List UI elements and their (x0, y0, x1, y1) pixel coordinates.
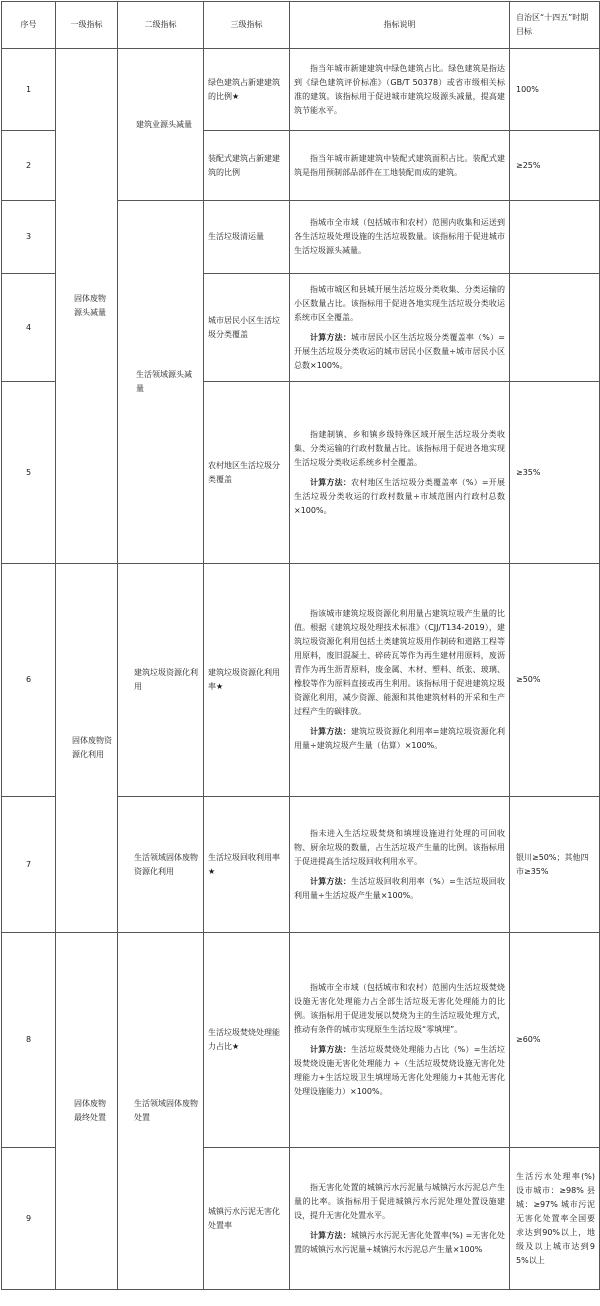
description-text: 指无害化处置的城镇污水污泥量与城镇污水污泥总产生量的比率。该指标用于促进城镇污水污泥处理处置设施建设，提升无害化处置水平。 (294, 1182, 505, 1220)
row-seq: 2 (2, 131, 56, 201)
level3-label: 生活垃圾清运量 (204, 201, 290, 274)
calc-label: 计算方法： (310, 727, 351, 736)
level3-label: 城市居民小区生活垃圾分类覆盖 (204, 274, 290, 382)
calc-method (294, 1043, 505, 1099)
calc-text: 建筑垃圾资源化利用率=建筑垃圾资源化利用量÷建筑垃圾产生量（估算）×100%。 (294, 727, 506, 750)
description-text: 指未进入生活垃圾焚烧和填埋设施进行处理的可回收物、厨余垃圾的数量，占生活垃圾产生量的比例。该指标用于促进提高生活垃圾回收利用水平。 (294, 828, 505, 866)
target-cell (510, 201, 600, 274)
row-seq: 5 (2, 382, 56, 564)
description-text: 指该城市建筑垃圾资源化利用量占建筑垃圾产生量的比值。根据《建筑垃圾处理技术标准》（CJJ/T134-2019），建筑垃圾资源化利用包括土类建筑垃圾用作制砖和道路工程等用原料，废旧混凝土、碎砖瓦等作为再生建材用原料，废沥青作为再生沥青原料，废金属、木材、塑料、纸张、玻璃、橡胶等作为原料直接或再生利用。该指标用于促进建筑垃圾资源化利用，减少资源、能源和其他建筑材料的开采和生产过程产生的碳排放。 (294, 609, 505, 716)
calc-text: 生活垃圾焚烧处理能力占比（%）=生活垃圾焚烧设施无害化处理能力 ÷（生活垃圾焚烧设施无害化处理能力+生活垃圾卫生填埋场无害化处理能力+其他无害化处理设施能力）×100%。 (294, 1045, 506, 1096)
level3-label: 城镇污水污泥无害化处置率 (204, 1148, 290, 1290)
calc-method (294, 331, 505, 373)
calc-text: 城市居民小区生活垃圾分类覆盖率（%）=开展生活垃圾分类收运的城市居民小区数量÷城市居民小区总数×100%。 (294, 332, 506, 370)
level3-label: 装配式建筑占新建建筑的比例 (204, 131, 290, 201)
calc-label: 计算方法： (310, 332, 352, 342)
target-cell: ≥35% (510, 382, 600, 564)
target-cell: 生活污水处理率(%) 设市城市：≥98% 县城：≥97% 城市污泥无害化处置率全国要求达到90%以上，地级及以上城市达到95%以上 (510, 1148, 600, 1290)
row-seq: 7 (2, 797, 56, 933)
header-target: 自治区“十四五”时期目标 (510, 2, 600, 49)
description-cell (290, 274, 510, 382)
description-cell (290, 382, 510, 564)
target-cell (510, 274, 600, 382)
target-cell: 银川≥50%；其他四市≥35% (510, 797, 600, 933)
header-seq: 序号 (2, 2, 56, 49)
description-cell (290, 564, 510, 797)
level3-label: 农村地区生活垃圾分类覆盖 (204, 382, 290, 564)
header-level3: 三级指标 (204, 2, 290, 49)
level2-life-source: 生活领域源头减量 (118, 201, 204, 564)
table-row (2, 49, 600, 131)
indicator-table (1, 1, 600, 1290)
description-cell (290, 933, 510, 1148)
calc-label: 计算方法： (310, 1230, 351, 1240)
row-seq: 9 (2, 1148, 56, 1290)
description-text: 指当年城市新建建筑中装配式建筑面积占比。装配式建筑是指用预制部品部件在工地装配而成的建筑。 (294, 153, 505, 177)
calc-label: 计算方法： (310, 477, 352, 487)
level1-resource: 固体废物资源化利用 (56, 564, 118, 933)
level3-label: 生活垃圾回收利用率★ (204, 797, 290, 933)
row-seq: 4 (2, 274, 56, 382)
description-text: 指城市全市域（包括城市和农村）范围内收集和运送到各生活垃圾处理设施的生活垃圾数量。该指标用于促进城市生活垃圾源头减量。 (294, 218, 505, 255)
calc-label: 计算方法： (310, 876, 352, 886)
level3-label: 建筑垃圾资源化利用率★ (204, 564, 290, 797)
level2-cw-resource: 建筑垃圾资源化利用 (118, 564, 204, 797)
row-seq: 3 (2, 201, 56, 274)
header-description: 指标说明 (290, 2, 510, 49)
table-row (2, 564, 600, 797)
description-cell (290, 201, 510, 274)
description-cell (290, 797, 510, 933)
table-row (2, 933, 600, 1148)
level2-life-resource: 生活领域固体废物资源化利用 (118, 797, 204, 933)
calc-method (294, 1229, 505, 1257)
calc-label: 计算方法： (310, 1045, 352, 1054)
description-cell (290, 1148, 510, 1290)
target-cell: ≥50% (510, 564, 600, 797)
target-cell: 100% (510, 49, 600, 131)
level1-source: 固体废物源头减量 (56, 49, 118, 564)
header-level1: 一级指标 (56, 2, 118, 49)
row-seq: 8 (2, 933, 56, 1148)
description-text: 指城市全市域（包括城市和农村）范围内生活垃圾焚烧设施无害化处理能力占全部生活垃圾无害化处理能力的比例。该指标用于促进发展以焚烧为主的生活垃圾处理方式，推动有条件的城市实现原生生活垃圾“零填埋”。 (294, 983, 505, 1034)
target-cell: ≥60% (510, 933, 600, 1148)
row-seq: 1 (2, 49, 56, 131)
row-seq: 6 (2, 564, 56, 797)
description-cell (290, 131, 510, 201)
description-text: 指城市城区和县城开展生活垃圾分类收集、分类运输的小区数量占比。该指标用于促进各地实现生活垃圾分类收运系统市区全覆盖。 (294, 284, 505, 322)
calc-text: 生活垃圾回收利用率（%）=生活垃圾回收利用量÷生活垃圾产生量×100%。 (294, 876, 506, 900)
calc-text: 城镇污水污泥无害化处置率(%) =无害化处置的城镇污水污泥量÷城镇污水污泥总产生量×100% (294, 1230, 505, 1254)
header-level2: 二级指标 (118, 2, 204, 49)
level3-label: 绿色建筑占新建建筑的比例★ (204, 49, 290, 131)
target-cell: ≥25% (510, 131, 600, 201)
calc-method (294, 476, 505, 518)
calc-method (294, 725, 505, 753)
level1-final: 固体废物最终处置 (56, 933, 118, 1290)
description-text: 指建制镇、乡和镇乡级特殊区域开展生活垃圾分类收集、分类运输的行政村数量占比。该指标用于促进各地实现生活垃圾分类收运系统乡村全覆盖。 (294, 429, 505, 467)
level2-life-disposal: 生活领域固体废物处置 (118, 933, 204, 1290)
level3-label: 生活垃圾焚烧处理能力占比★ (204, 933, 290, 1148)
calc-text: 农村地区生活垃圾分类覆盖率（%）=开展生活垃圾分类收运的行政村数量÷市域范围内行政村总数 ×100%。 (294, 477, 506, 515)
description-cell (290, 49, 510, 131)
description-text: 指当年城市新建建筑中绿色建筑占比。绿色建筑是指达到《绿色建筑评价标准》（GB/T 50378）或省市级相关标准的建筑。该指标用于促进城市建筑垃圾源头减量，提高建筑节能水平。 (294, 63, 505, 115)
level2-building-source: 建筑业源头减量 (118, 49, 204, 201)
calc-method (294, 875, 505, 903)
table-header-row (2, 2, 600, 49)
